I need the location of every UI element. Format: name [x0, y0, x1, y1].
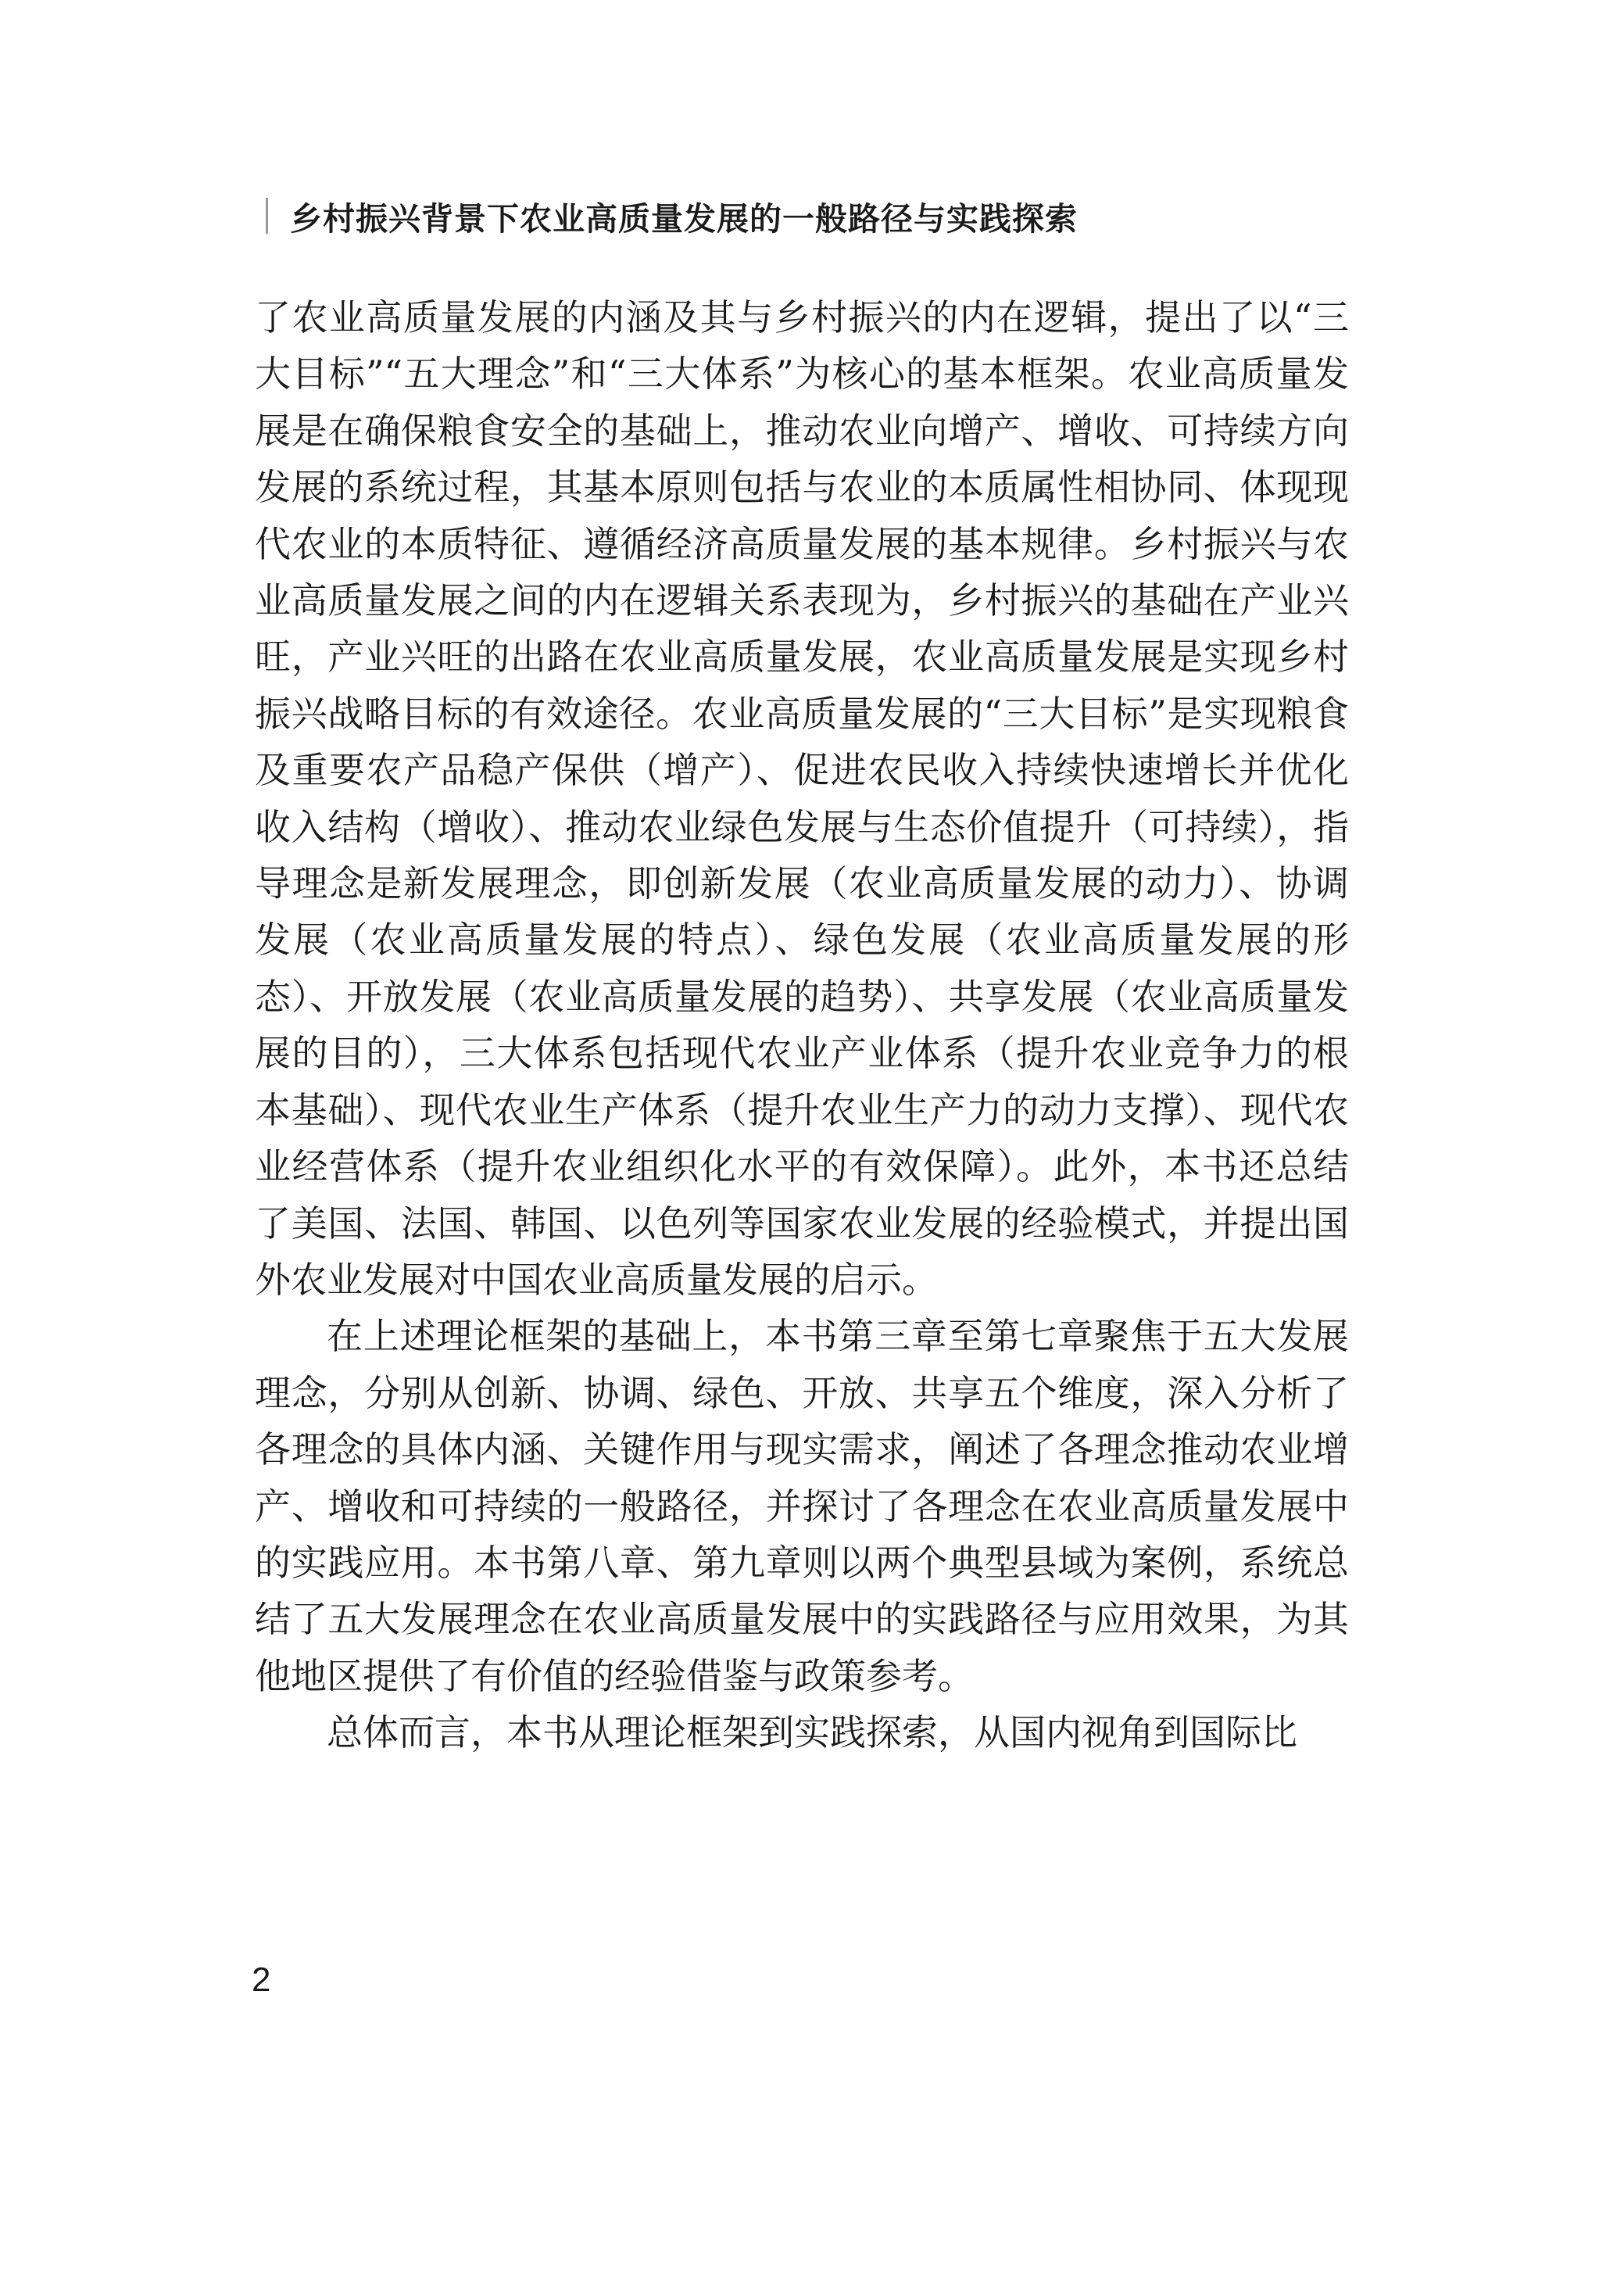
- page-number: 2: [252, 1961, 271, 1999]
- book-title: 乡村振兴背景下农业高质量发展的一般路径与实践探索: [290, 199, 1078, 238]
- running-header: [266, 192, 1078, 239]
- paragraph-1: 了农业高质量发展的内涵及其与乡村振兴的内在逻辑，提出了以“三大目标”“五大理念”和“三大体系”为核心的基本框架。农业高质量发展是在确保粮食安全的基础上，推动农业向增产、增收、可持续方向发展的系统过程，其基本原则包括与农业的本质属性相协同、体现现代农业的本质特征、遵循经济高质量发展的基本规律。乡村振兴与农业高质量发展之间的内在逻辑关系表现为，乡村振兴的基础在产业兴旺，产业兴旺的出路在农业高质量发展，农业高质量发展是实现乡村振兴战略目标的有效途径。农业高质量发展的“三大目标”是实现粮食及重要农产品稳产保供（增产）、促进农民收入持续快速增长并优化收入结构（增收）、推动农业绿色发展与生态价值提升（可持续），指导理念是新发展理念，即创新发展（农业高质量发展的动力）、协调发展（农业高质量发展的特点）、绿色发展（农业高质量发展的形态）、开放发展（农业高质量发展的趋势）、共享发展（农业高质量发展的目的），三大体系包括现代农业产业体系（提升农业竞争力的根本基础）、现代农业生产体系（提升农业生产力的动力支撑）、现代农业经营体系（提升农业组织化水平的有效保障）。此外，本书还总结了美国、法国、韩国、以色列等国家农业发展的经验模式，并提出国外农业发展对中国农业高质量发展的启示。: [255, 296, 1349, 1301]
- paragraph-2: 在上述理论框架的基础上，本书第三章至第七章聚焦于五大发展理念，分别从创新、协调、绿色、开放、共享五个维度，深入分析了各理念的具体内涵、关键作用与现实需求，阐述了各理念推动农业增产、增收和可持续的一般路径，并探讨了各理念在农业高质量发展中的实践应用。本书第八章、第九章则以两个典型县域为案例，系统总结了五大发展理念在农业高质量发展中的实践路径与应用效果，为其他地区提供了有价值的经验借鉴与政策参考。: [255, 1315, 1349, 1697]
- body-text: [255, 289, 1349, 1761]
- header-divider: [266, 198, 268, 234]
- paragraph-3: 总体而言，本书从理论框架到实践探索，从国内视角到国际比: [327, 1711, 1297, 1754]
